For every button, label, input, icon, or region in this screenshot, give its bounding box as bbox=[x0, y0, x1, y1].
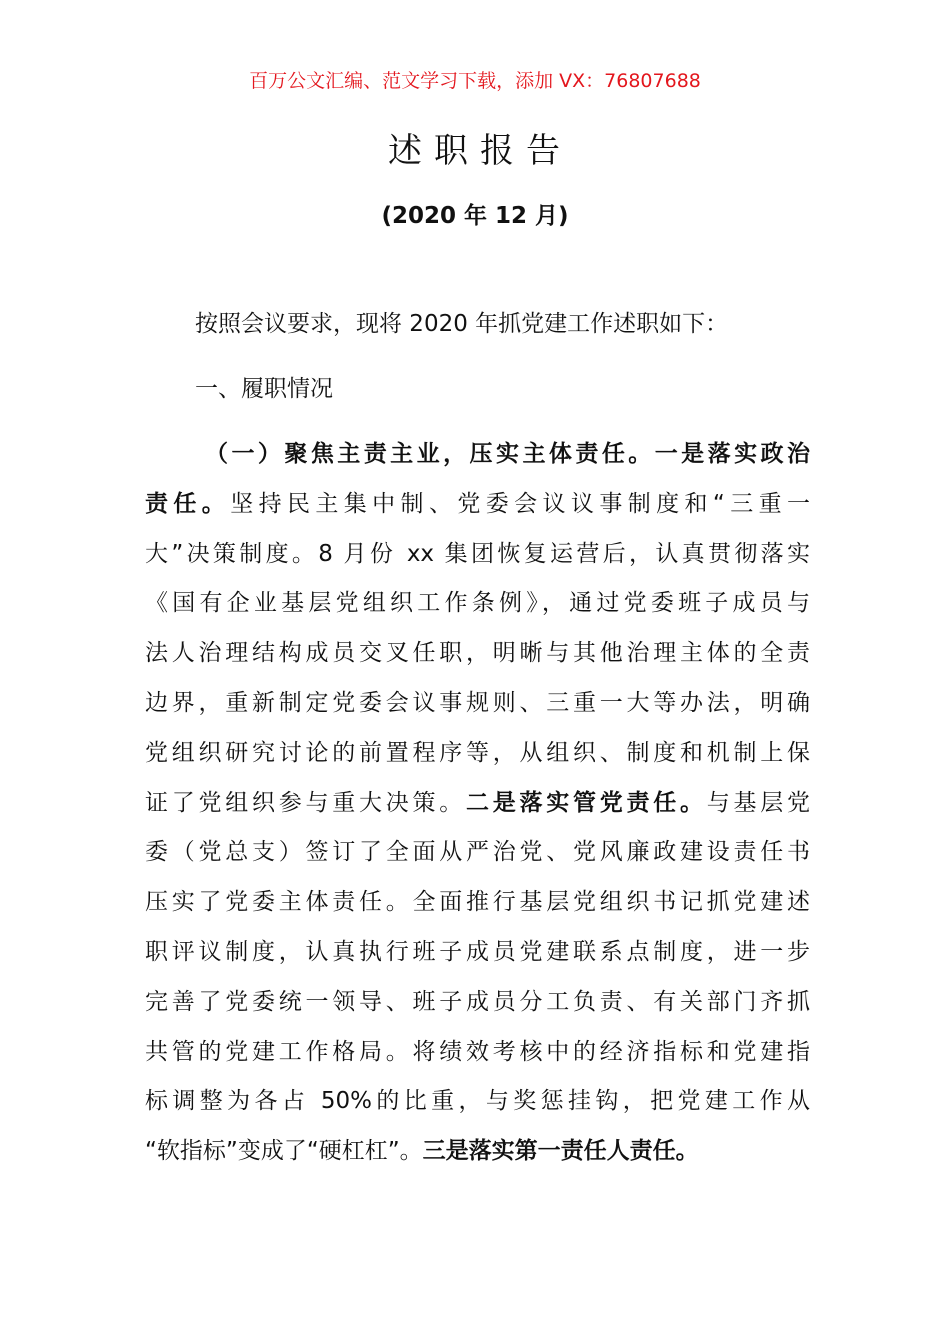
paragraph-line bbox=[145, 534, 810, 584]
paragraph-line bbox=[145, 733, 810, 783]
paragraph-line bbox=[145, 1131, 810, 1181]
section-heading-1: 一、履职情况 bbox=[195, 376, 333, 402]
text-run: 共管的党建工作格局。将绩效考核中的经济指标和党建指 bbox=[145, 1038, 810, 1065]
paragraph-line bbox=[145, 434, 810, 484]
text-run: “软指标”变成了“硬杠杠”。 bbox=[145, 1138, 423, 1165]
paragraph-line bbox=[145, 982, 810, 1032]
bold-text-run: 二是落实管党责任。 bbox=[466, 789, 707, 816]
text-run: 证了党组织参与重大决策。 bbox=[145, 789, 466, 816]
watermark-header: 百万公文汇编、范文学习下载，添加 VX：76807688 bbox=[249, 70, 701, 92]
intro-paragraph: 按照会议要求，现将 2020 年抓党建工作述职如下： bbox=[195, 311, 729, 337]
paragraph-line bbox=[145, 932, 810, 982]
text-run: 边界，重新制定党委会议事规则、三重一大等办法，明确 bbox=[145, 689, 810, 716]
paragraph-line bbox=[145, 1032, 810, 1082]
paragraph-line bbox=[145, 882, 810, 932]
paragraph-line bbox=[145, 583, 810, 633]
body-paragraph-1 bbox=[145, 434, 810, 1181]
paragraph-line bbox=[145, 484, 810, 534]
paragraph-line bbox=[145, 633, 810, 683]
paragraph-line bbox=[145, 683, 810, 733]
text-run: 委（党总支）签订了全面从严治党、党风廉政建设责任书 bbox=[145, 839, 810, 866]
text-run: 大”决策制度。8 月份 xx 集团恢复运营后，认真贯彻落实 bbox=[145, 540, 810, 567]
text-run: 法人治理结构成员交叉任职，明晰与其他治理主体的全责 bbox=[145, 640, 810, 667]
bold-text-run: 三是落实第一责任人责任。 bbox=[422, 1138, 699, 1165]
text-run: 完善了党委统一领导、班子成员分工负责、有关部门齐抓 bbox=[145, 988, 810, 1015]
text-run: 压实了党委主体责任。全面推行基层党组织书记抓党建述 bbox=[145, 889, 810, 916]
bold-text-run: （一）聚焦主责主业，压实主体责任。一是落实政治 bbox=[205, 441, 810, 467]
text-run: 党组织研究讨论的前置程序等，从组织、制度和机制上保 bbox=[145, 739, 810, 766]
text-run: 与基层党 bbox=[706, 789, 810, 816]
document-date: (2020 年 12 月) bbox=[381, 203, 569, 229]
document-title: 述职报告 bbox=[388, 131, 572, 171]
bold-text-run: 责任。 bbox=[145, 490, 231, 517]
text-run: 《国有企业基层党组织工作条例》，通过党委班子成员与 bbox=[145, 590, 810, 617]
paragraph-line bbox=[145, 783, 810, 833]
paragraph-line bbox=[145, 1081, 810, 1131]
text-run: 职评议制度，认真执行班子成员党建联系点制度，进一步 bbox=[145, 938, 810, 965]
text-run: 坚持民主集中制、党委会议议事制度和“三重一 bbox=[230, 490, 810, 517]
text-run: 标调整为各占 50%的比重，与奖惩挂钩，把党建工作从 bbox=[145, 1088, 810, 1115]
paragraph-line bbox=[145, 832, 810, 882]
